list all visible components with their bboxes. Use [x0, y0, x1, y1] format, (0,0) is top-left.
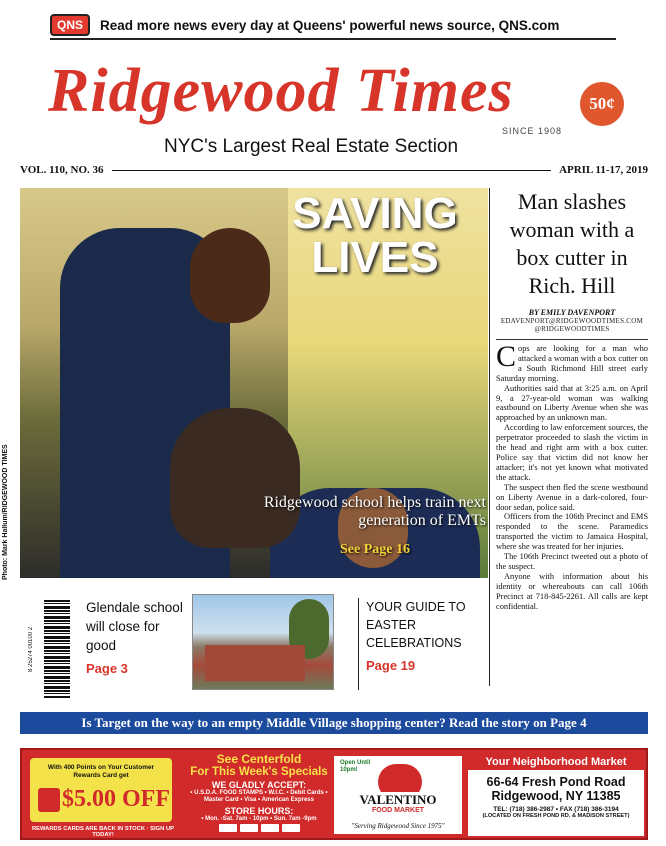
- barcode-number: 8 25274 00100 2: [28, 626, 34, 672]
- teaser-divider: [358, 598, 359, 690]
- valentino-ad[interactable]: [20, 748, 648, 840]
- divider: [112, 170, 552, 171]
- school-building-shape: [205, 645, 305, 681]
- rewards-title: With 400 Points on Your Customer Rewards Card get: [47, 764, 155, 779]
- accept-list: • U.S.D.A. FOOD STAMPS • W.I.C. • Debit Cards • Master Card • Visa • American Express: [190, 790, 328, 803]
- newspaper-title: Ridgewood Times: [48, 57, 514, 125]
- photo-credit: Photo: Mark Hallum/RIDGEWOOD TIMES: [2, 444, 9, 580]
- drop-cap: C: [496, 340, 517, 373]
- teaser-page: Page 19: [366, 658, 416, 673]
- centerfold-line-2: For This Week's Specials: [190, 766, 328, 778]
- since-label: SINCE 1908: [502, 126, 563, 136]
- ad-centerfold: [184, 752, 334, 832]
- logo-slogan: "Serving Ridgewood Since 1975": [351, 822, 445, 830]
- top-banner[interactable]: [50, 12, 616, 40]
- hours-title: STORE HOURS:: [224, 806, 294, 816]
- banner-text: Read more news every day at Queens' powerful news source, QNS.com: [100, 17, 560, 33]
- school-photo[interactable]: [192, 594, 334, 690]
- story-paragraph: Authorities said that at 3:25 a.m. on April 9, a 27-year-old woman was walking eastbound on Liberty Avenue when she was approached by an unknown man.: [496, 383, 648, 423]
- price-badge: 50¢: [580, 82, 624, 126]
- rewards-card: [30, 758, 172, 822]
- masthead: [40, 52, 620, 160]
- story-rule: [496, 339, 648, 340]
- author-email: EDAVENPORT@RIDGEWOODTIMES.COM: [500, 317, 644, 325]
- logo-sub: FOOD MARKET: [371, 807, 425, 814]
- volume-label: VOL. 110, NO. 36: [20, 164, 104, 176]
- teaser-page: Page 3: [86, 661, 128, 676]
- qns-logo: QNS: [50, 14, 90, 36]
- story-headline: Man slashes woman with a box cutter in Rich. Hill: [509, 189, 635, 298]
- story-paragraph: According to law enforcement sources, the perpetrator proceeded to slash the victim in the head and right arm with a box cutter. Police say that victim did not know her attacker; it's not yet known what motivated the attack.: [496, 423, 648, 482]
- rewards-amount: $5.00 OFF: [62, 786, 170, 812]
- story-paragraph: Cops are looking for a man who attacked a woman with a box cutter on a South Richmond Hill street early Saturday morning.: [496, 340, 648, 383]
- story-body: [496, 340, 648, 611]
- issue-date: APRIL 11-17, 2019: [559, 164, 648, 176]
- hero-photo[interactable]: [20, 188, 488, 578]
- logo-name: VALENTINO: [334, 792, 462, 808]
- teaser-glendale[interactable]: [86, 598, 186, 676]
- hero-headline: SAVING LIVES: [292, 189, 458, 282]
- story-paragraph: Anyone with information about his identity or whereabouts can call 106th Precinct at 718-845-2261. All calls are kept confidential.: [496, 571, 648, 611]
- phone-fax: TEL: (718) 386-2987 • FAX (718) 386-3194: [493, 806, 619, 813]
- card-icon: [219, 824, 237, 832]
- centerfold-line-1: See Centerfold: [216, 752, 302, 766]
- promo-strip[interactable]: Is Target on the way to an empty Middle Village shopping center? Read the story on Page 4: [20, 712, 648, 734]
- issue-line: [20, 162, 648, 178]
- store-hours: • Mon. -Sat. 7am - 10pm • Sun. 7am -9pm: [201, 816, 317, 822]
- payment-icons: [184, 824, 334, 832]
- author-handle: @RIDGEWOODTIMES: [534, 325, 610, 333]
- tagline: NYC's Largest Real Estate Section: [164, 136, 459, 157]
- accept-title: WE GLADLY ACCEPT:: [211, 780, 307, 790]
- teaser-headline: YOUR GUIDE TO EASTER CELEBRATIONS: [366, 600, 466, 650]
- emt-student-head: [190, 228, 270, 323]
- story-paragraph: The suspect then fled the scene westbound on Liberty Avenue in a dark-colored, four-door sedan, police said.: [496, 482, 648, 512]
- market-label: Your Neighborhood Market: [468, 754, 644, 770]
- story-paragraph: The 106th Precinct tweeted out a photo of the suspect.: [496, 552, 648, 571]
- lead-story[interactable]: [496, 188, 648, 684]
- hero-subhead: Ridgewood school helps train next generation of EMTs: [263, 494, 486, 529]
- barcode: [28, 600, 70, 698]
- byline: BY EMILY DAVENPORT: [528, 308, 616, 317]
- card-icon: [282, 824, 300, 832]
- column-divider: [489, 188, 490, 686]
- address-line-2: Ridgewood, NY 11385: [491, 789, 621, 803]
- card-icon: [261, 824, 279, 832]
- teaser-easter[interactable]: [366, 598, 484, 673]
- rewards-note: REWARDS CARDS ARE BACK IN STOCK · SIGN UP TODAY!: [31, 826, 175, 838]
- address-line-1: 66-64 Fresh Pond Road: [486, 775, 626, 789]
- story-paragraph: Officers from the 106th Precinct and EMS responded to the scene. Paramedics transported the victim to Jamaica Hospital, where she was treated for her injuries.: [496, 512, 648, 552]
- card-icon: [240, 824, 258, 832]
- location-note: (LOCATED ON FRESH POND RD. & MADISON STREET): [482, 813, 630, 819]
- ad-address-block: [468, 754, 644, 836]
- teaser-headline: Glendale school will close for good: [86, 600, 183, 653]
- hero-see-page[interactable]: See Page 16: [340, 542, 410, 557]
- rewards-card-icon: [38, 788, 60, 812]
- barcode-bars: [44, 600, 70, 698]
- open-until: Open Until 10pm!: [340, 760, 371, 773]
- valentino-logo: [334, 756, 462, 834]
